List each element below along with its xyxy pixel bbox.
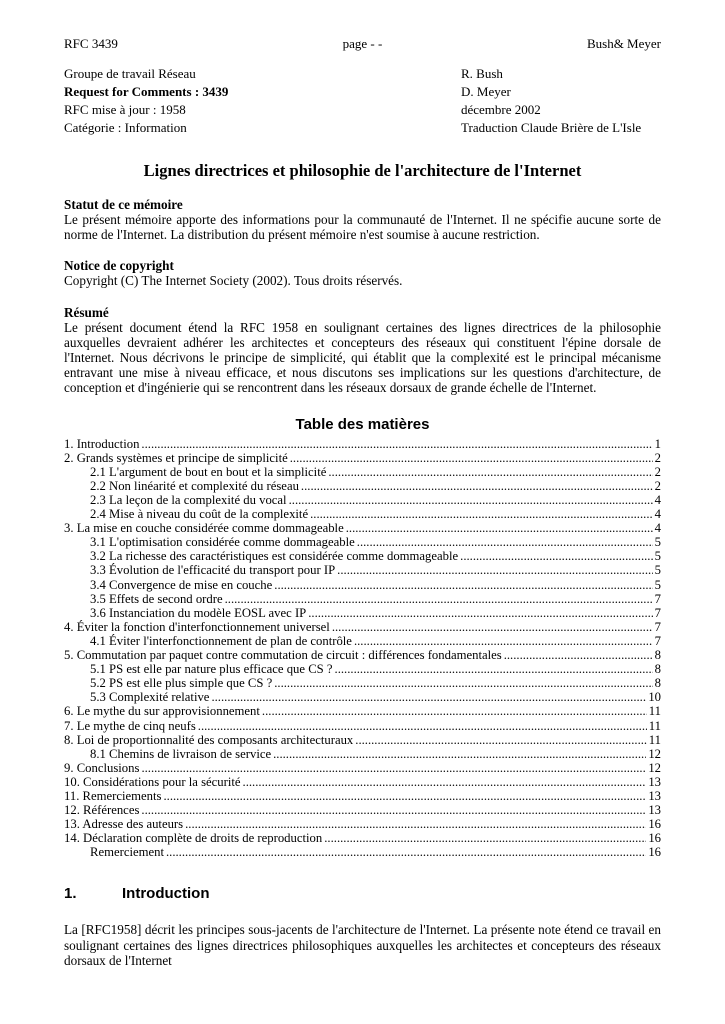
copyright-heading: Notice de copyright — [64, 258, 174, 274]
section-statut — [64, 197, 661, 242]
toc-entry-label: 8.1 Chemins de livraison de service — [90, 746, 272, 761]
toc-entry-label: 2. Grands systèmes et principe de simplicité — [64, 450, 288, 465]
toc-entry-label: 3. La mise en couche considérée comme dommageable — [64, 521, 344, 536]
toc-entry — [90, 606, 661, 620]
toc-entry-page: 12 — [648, 760, 661, 775]
toc-entry-page: 8 — [654, 648, 661, 663]
toc-entry — [90, 662, 661, 676]
toc-entry-page: 16 — [648, 817, 661, 832]
toc-entry-label: 9. Conclusions — [64, 760, 140, 775]
toc-leader-dots — [198, 719, 647, 733]
statut-heading: Statut de ce mémoire — [64, 197, 183, 212]
toc-leader-dots — [335, 662, 653, 676]
toc-entry — [64, 620, 661, 634]
toc-entry — [64, 761, 661, 775]
toc-leader-dots — [211, 690, 646, 704]
toc-entry — [64, 831, 661, 845]
toc-entry-label: 2.4 Mise à niveau du coût de la complexité — [90, 507, 309, 522]
toc-leader-dots — [357, 535, 653, 549]
toc-leader-dots — [141, 437, 652, 451]
toc-leader-dots — [354, 634, 653, 648]
toc-entry-page: 7 — [654, 605, 661, 620]
toc-entry — [90, 493, 661, 507]
toc-entry — [64, 521, 661, 535]
toc-leader-dots — [141, 761, 646, 775]
toc-entry-page: 13 — [648, 774, 661, 789]
toc-entry-label: 6. Le mythe du sur approvisionnement — [64, 704, 260, 719]
toc-entry-page: 2 — [654, 450, 661, 465]
toc-leader-dots — [308, 606, 652, 620]
toc-entry-label: 3.1 L'optimisation considérée comme dommageable — [90, 535, 355, 550]
toc-leader-dots — [310, 507, 653, 521]
toc-entry-label: 11. Remerciements — [64, 788, 162, 803]
toc-entry-label: 8. Loi de proportionnalité des composants architecturaux — [64, 732, 354, 747]
section-1-heading — [64, 885, 661, 902]
toc-leader-dots — [163, 789, 646, 803]
toc-leader-dots — [290, 451, 653, 465]
toc-entry-page: 16 — [648, 845, 661, 860]
toc-entry-page: 13 — [648, 803, 661, 818]
toc-entry-label: 4. Éviter la fonction d'interfonctionnement universel — [64, 619, 330, 634]
toc-leader-dots — [355, 733, 647, 747]
toc-entry-label: 1. Introduction — [64, 436, 140, 451]
meta-updates-line: RFC mise à jour : 1958 — [64, 102, 186, 117]
toc-entry — [90, 479, 661, 493]
toc-entry — [64, 437, 661, 451]
resume-heading: Résumé — [64, 304, 109, 320]
meta-rfc-line: Request for Comments : 3439 — [64, 84, 229, 99]
toc-entry — [64, 648, 661, 662]
toc-entry-page: 1 — [654, 436, 661, 451]
toc-entry-page: 16 — [648, 831, 661, 846]
toc-leader-dots — [274, 578, 652, 592]
toc-entry-page: 5 — [654, 549, 661, 564]
toc-entry-label: 7. Le mythe de cinq neufs — [64, 718, 196, 733]
section-copyright — [64, 258, 661, 288]
document-title: Lignes directrices et philosophie de l'architecture de l'Internet — [143, 161, 582, 180]
toc-entry-page: 10 — [648, 690, 661, 705]
copyright-body: Copyright (C) The Internet Society (2002). Tous droits réservés. — [64, 273, 403, 289]
header-authors: Bush& Meyer — [586, 36, 661, 51]
toc-entry — [64, 803, 661, 817]
toc-entry — [90, 535, 661, 549]
meta-workgroup: Groupe de travail Réseau — [64, 66, 196, 81]
toc-leader-dots — [185, 817, 646, 831]
toc-entry-label: 5.1 PS est elle par nature plus efficace que CS ? — [90, 662, 333, 677]
meta-category-line: Catégorie : Information — [64, 120, 187, 135]
toc-entry-page: 8 — [654, 662, 661, 677]
toc-entry — [90, 549, 661, 563]
toc-leader-dots — [262, 704, 647, 718]
meta-date: décembre 2002 — [461, 102, 541, 117]
toc-entry-page: 5 — [654, 535, 661, 550]
toc-entry-label: 13. Adresse des auteurs — [64, 817, 184, 832]
resume-body: Le présent document étend la RFC 1958 en soulignant certaines des lignes directrices de la philosophie auxquelles devraient adhérer les architectes et concepteurs des réseaux qui constituent l'épine dorsale de l'Internet. Nous décrivons le principe de simplicité, qui établit que la complexité est le principal mécanisme entravant une mise à niveau efficace, et nous discutons ses implications sur les questions d'architecture, de conception et d'ingénierie qui se rencontrent dans les réseaux dorsaux de grande échelle de l'Internet. — [64, 319, 661, 396]
toc-entry — [90, 634, 661, 648]
header-rfc-number: RFC 3439 — [64, 36, 118, 51]
toc-entry-page: 11 — [648, 718, 661, 733]
meta-left-column — [64, 65, 228, 137]
toc-leader-dots — [273, 747, 646, 761]
toc-entry-label: 2.3 La leçon de la complexité du vocal — [90, 493, 287, 507]
toc-leader-dots — [274, 676, 652, 690]
toc-entry-label: 2.1 L'argument de bout en bout et la simplicité — [90, 464, 327, 479]
toc-entry — [90, 592, 661, 606]
toc-leader-dots — [346, 521, 653, 535]
toc-entry-page: 5 — [654, 577, 661, 592]
toc-entry — [90, 578, 661, 592]
toc-entry-label: 12. Références — [64, 803, 140, 818]
toc-entry-page: 5 — [654, 563, 661, 578]
toc-entry — [90, 465, 661, 479]
meta-author-1: R. Bush — [461, 66, 503, 81]
toc-entry-label: 2.2 Non linéarité et complexité du réseau — [90, 478, 299, 493]
running-header — [64, 36, 661, 52]
toc-entry-label: 5.3 Complexité relative — [90, 690, 210, 705]
toc-entry-page: 11 — [648, 732, 661, 747]
toc-entry-page: 11 — [648, 704, 661, 719]
toc-entry — [90, 676, 661, 690]
toc-entry-page: 13 — [648, 788, 661, 803]
toc-leader-dots — [328, 465, 652, 479]
meta-author-2: D. Meyer — [461, 84, 511, 99]
toc-entry-page: 4 — [654, 507, 661, 522]
toc-entry — [64, 775, 661, 789]
toc-entry-label: Remerciement — [90, 845, 164, 860]
section-1-body: La [RFC1958] décrit les principes sous-jacents de l'architecture de l'Internet. La présente note étend ce travail en soulignant certaines des lignes directrices philosophiques auxquelles les architectes et concepteurs des réseaux dorsaux de l'Internet — [64, 922, 661, 968]
toc-entry-label: 5.2 PS est elle plus simple que CS ? — [90, 676, 273, 691]
toc-entry-label: 14. Déclaration complète de droits de reproduction — [64, 831, 323, 846]
toc-leader-dots — [166, 845, 646, 859]
toc-leader-dots — [141, 803, 646, 817]
meta-translator: Traduction Claude Brière de L'Isle — [461, 120, 642, 135]
toc-entry-page: 12 — [648, 746, 661, 761]
toc-entry-label: 3.4 Convergence de mise en couche — [90, 577, 273, 592]
toc-title: Table des matières — [295, 415, 430, 433]
toc-leader-dots — [504, 648, 653, 662]
toc-leader-dots — [289, 493, 653, 507]
toc-entry-label: 4.1 Éviter l'interfonctionnement de plan de contrôle — [90, 633, 352, 648]
toc-entry — [64, 817, 661, 831]
toc-entry-page: 2 — [654, 478, 661, 493]
meta-right-column — [461, 65, 661, 137]
toc-entry — [90, 563, 661, 577]
toc-entry — [90, 690, 661, 704]
toc-entry-page: 7 — [654, 591, 661, 606]
toc-entry-page: 4 — [654, 521, 661, 536]
toc-entry-label: 3.6 Instanciation du modèle EOSL avec IP — [90, 605, 307, 620]
toc-entry — [64, 733, 661, 747]
toc-entry — [64, 719, 661, 733]
toc-leader-dots — [301, 479, 653, 493]
toc-entry-page: 4 — [654, 493, 661, 507]
toc-entry-label: 3.3 Évolution de l'efficacité du transport pour IP — [90, 563, 336, 578]
section-1-title: Introduction — [122, 885, 210, 903]
statut-body: Le présent mémoire apporte des informations pour la communauté de l'Internet. Il ne spécifie aucune sorte de norme de l'Internet. La distribution du présent mémoire n'est soumise à aucune restriction. — [64, 212, 661, 243]
toc-entry — [64, 789, 661, 803]
toc-leader-dots — [332, 620, 653, 634]
section-1-number: 1. — [64, 885, 77, 903]
toc-leader-dots — [243, 775, 647, 789]
toc-entry — [64, 451, 661, 465]
toc-leader-dots — [460, 549, 653, 563]
toc-entry — [90, 747, 661, 761]
toc-leader-dots — [225, 592, 653, 606]
toc-entry — [90, 845, 661, 859]
toc-entry-label: 5. Commutation par paquet contre commutation de circuit : différences fondamentales — [64, 648, 502, 663]
toc-entry-label: 10. Considérations pour la sécurité — [64, 774, 241, 789]
header-page-indicator: page - - — [342, 36, 383, 51]
toc-entry-label: 3.2 La richesse des caractéristiques est considérée comme dommageable — [90, 549, 459, 564]
toc-entry-label: 3.5 Effets de second ordre — [90, 591, 223, 606]
table-of-contents — [64, 437, 661, 860]
toc-entry — [90, 507, 661, 521]
toc-entry-page: 7 — [654, 633, 661, 648]
toc-leader-dots — [337, 563, 652, 577]
toc-leader-dots — [324, 831, 646, 845]
toc-entry-page: 8 — [654, 676, 661, 691]
document-meta — [64, 65, 661, 137]
section-resume — [64, 305, 661, 396]
toc-entry — [64, 704, 661, 718]
toc-entry-page: 7 — [654, 619, 661, 634]
toc-entry-page: 2 — [654, 464, 661, 479]
